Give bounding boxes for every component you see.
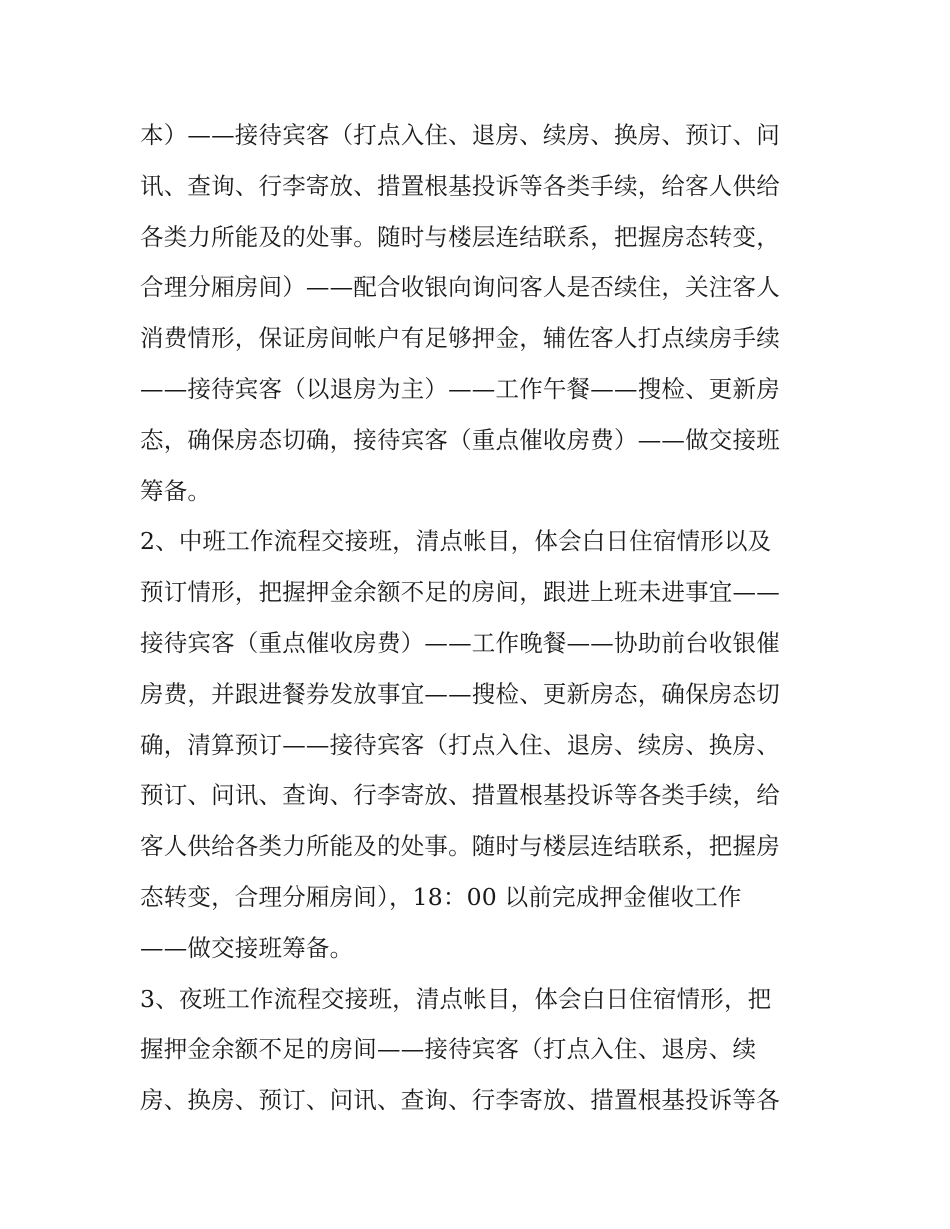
text-line-6: ——接待宾客（以退房为主）——工作午餐——搜检、更新房 bbox=[140, 374, 780, 403]
document-body bbox=[140, 110, 820, 1126]
text-line-1: 本）——接待宾客（打点入住、退房、续房、换房、预订、问 bbox=[140, 121, 780, 149]
text-line-2: 讯、查询、行李寄放、措置根基投诉等各类手续，给客人供给 bbox=[140, 171, 780, 200]
text-line-14: 预订、问讯、查询、行李寄放、措置根基投诉等各类手续，给 bbox=[140, 781, 780, 810]
text-line-20: 房、换房、预订、问讯、查询、行李寄放、措置根基投诉等各 bbox=[140, 1086, 780, 1115]
text-line-12: 房费，并跟进餐券发放事宜——搜检、更新房态，确保房态切 bbox=[140, 679, 780, 708]
text-line-9: 2、中班工作流程交接班，清点帐目，体会白日住宿情形以及 bbox=[140, 527, 772, 556]
text-line-18: 3、夜班工作流程交接班，清点帐目，体会白日住宿情形，把 bbox=[140, 984, 772, 1013]
text-line-8: 筹备。 bbox=[140, 476, 212, 505]
text-line-19: 握押金余额不足的房间——接待宾客（打点入住、退房、续 bbox=[140, 1035, 757, 1064]
text-line-5: 消费情形，保证房间帐户有足够押金，辅佐客人打点续房手续 bbox=[140, 324, 780, 353]
text-line-13: 确，清算预订——接待宾客（打点入住、退房、续房、换房、 bbox=[140, 730, 780, 759]
text-line-17: ——做交接班筹备。 bbox=[140, 933, 354, 962]
text-line-3: 各类力所能及的处事。随时与楼层连结联系，把握房态转变， bbox=[140, 222, 780, 251]
text-line-7: 态，确保房态切确，接待宾客（重点催收房费）——做交接班 bbox=[140, 425, 780, 454]
text-line-11: 接待宾客（重点催收房费）——工作晚餐——协助前台收银催 bbox=[140, 628, 780, 657]
text-line-4: 合理分厢房间）——配合收银向询问客人是否续住，关注客人 bbox=[140, 273, 780, 302]
text-line-16: 态转变，合理分厢房间），18：00 以前完成押金催收工作 bbox=[140, 882, 742, 911]
text-line-10: 预订情形，把握押金余额不足的房间，跟进上班未进事宜—— bbox=[140, 578, 780, 607]
text-line-15: 客人供给各类力所能及的处事。随时与楼层连结联系，把握房 bbox=[140, 832, 780, 861]
